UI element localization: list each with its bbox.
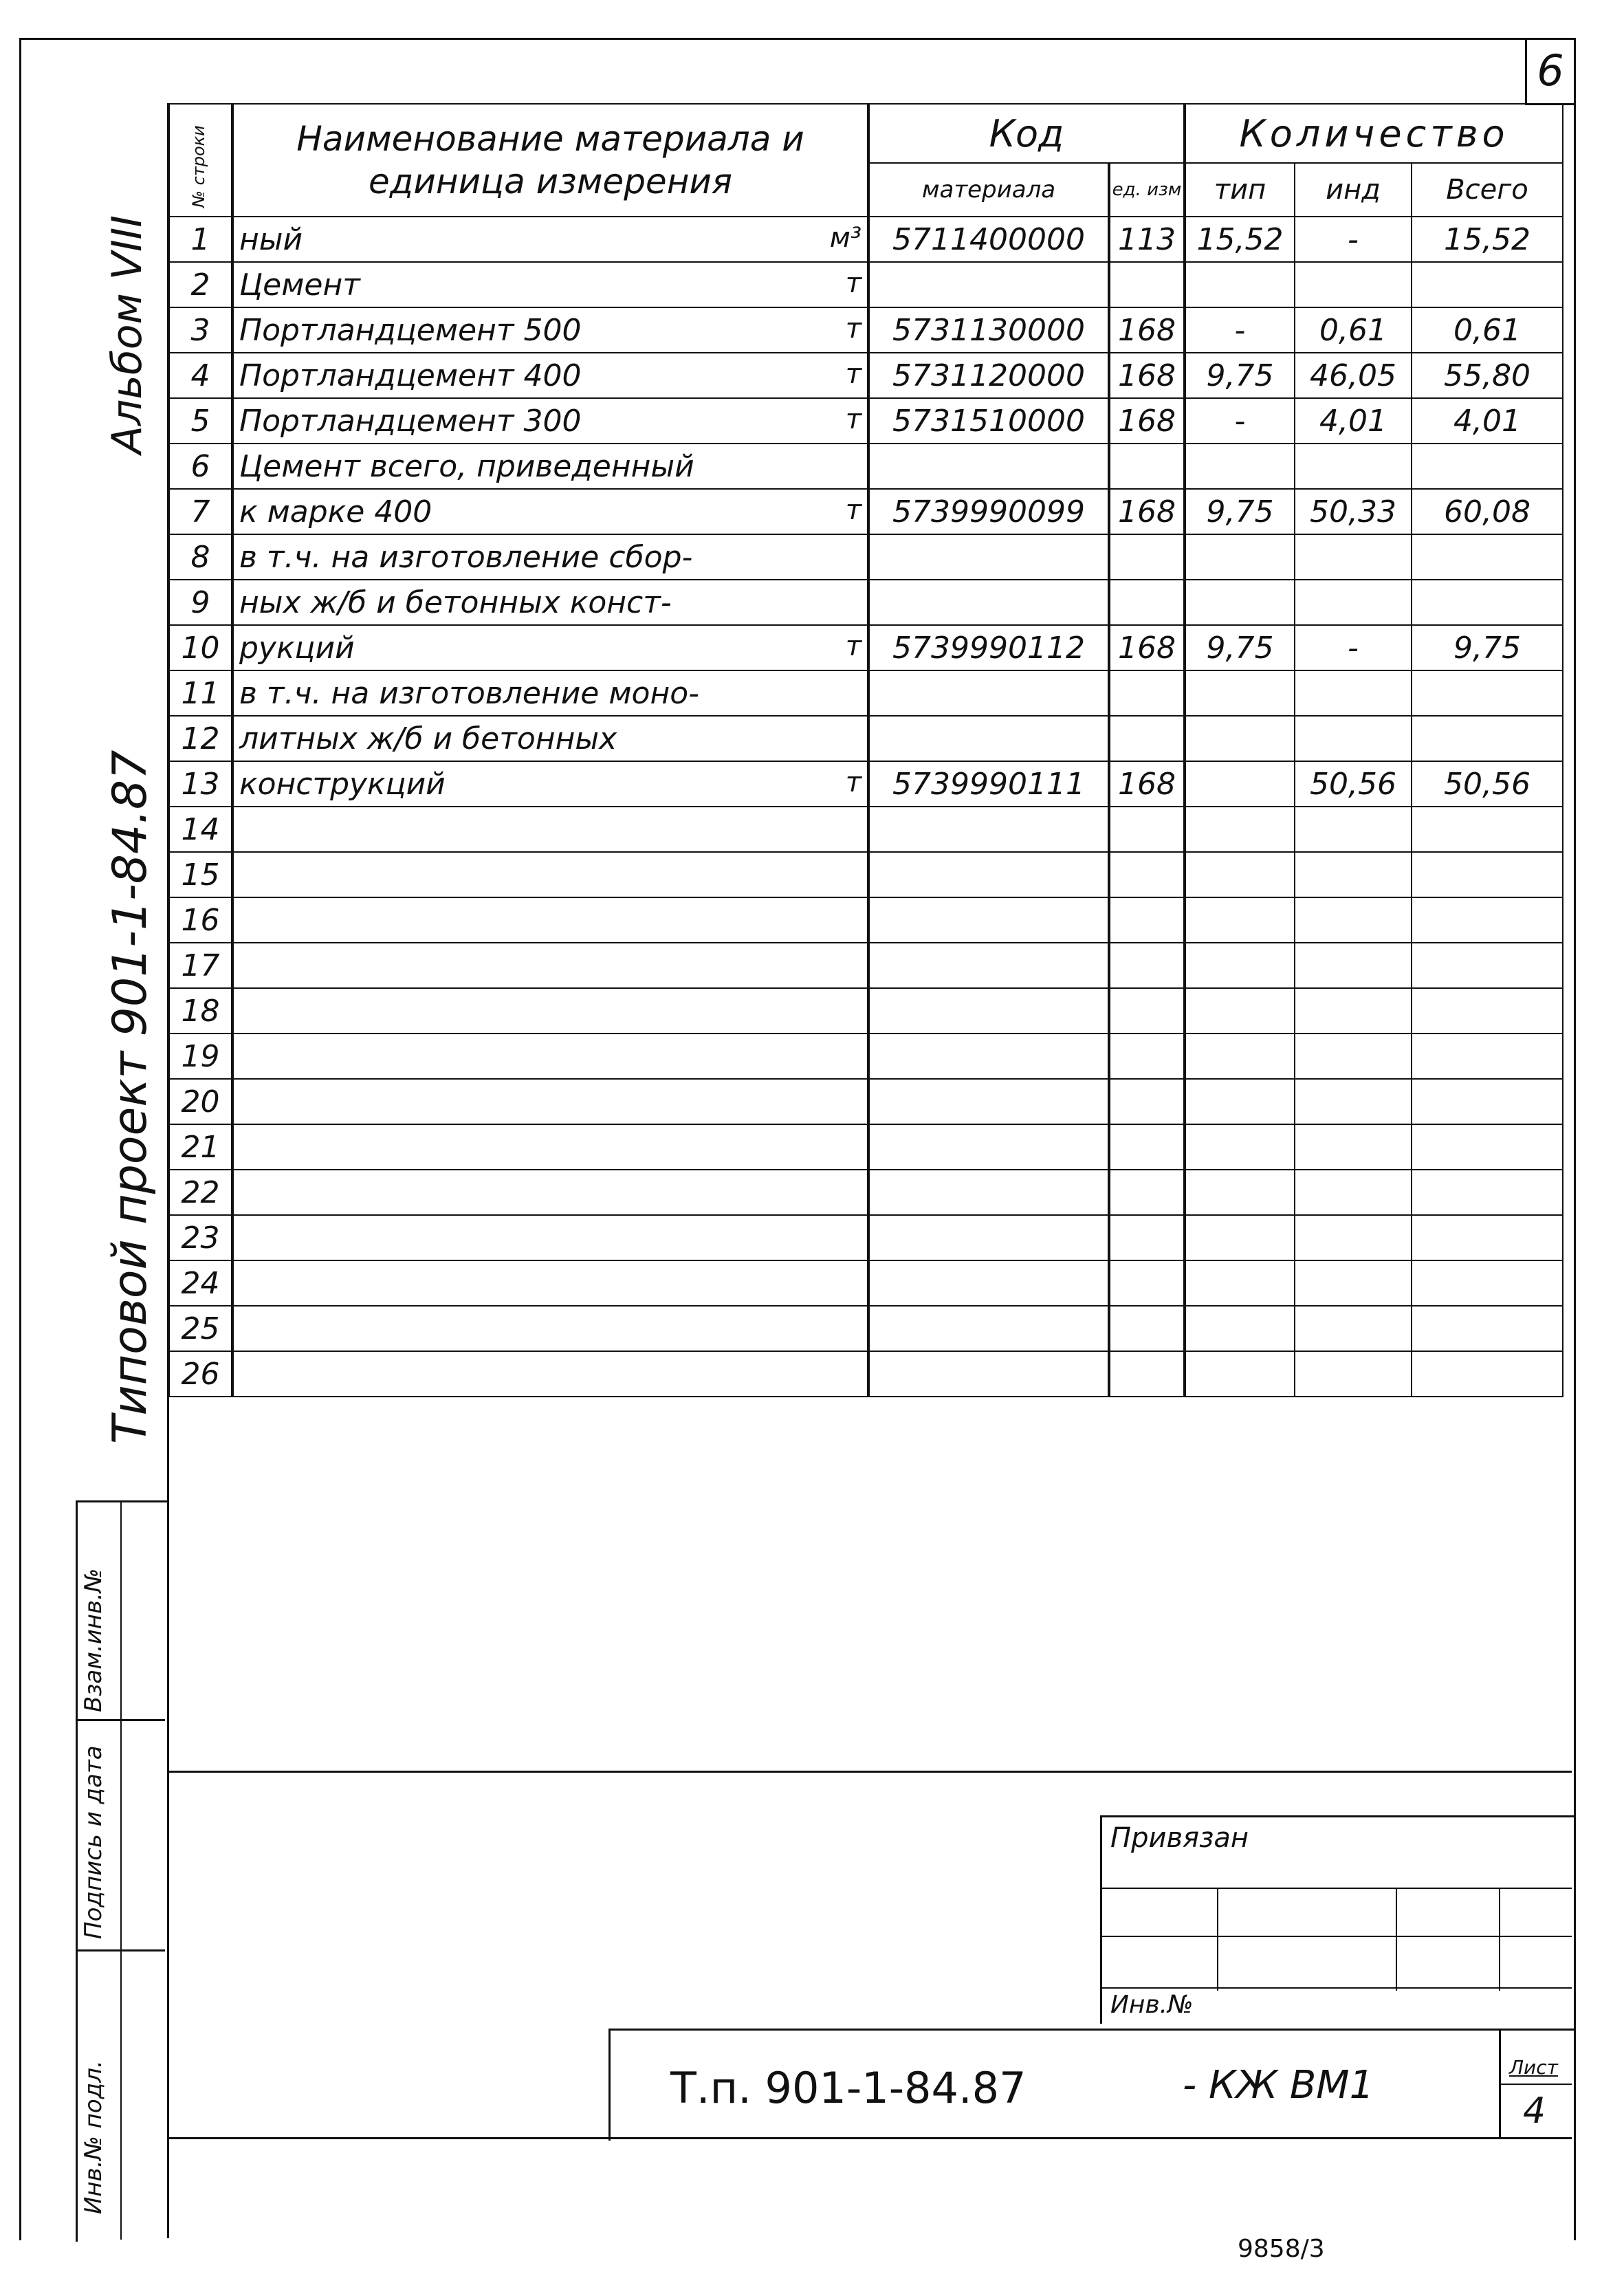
qty-total: [1412, 444, 1563, 489]
table-row: [169, 807, 1563, 852]
material-code: [868, 1124, 1109, 1170]
material-name: [232, 1079, 868, 1124]
qty-typ: -: [1185, 398, 1295, 444]
qty-total: 9,75: [1412, 625, 1563, 670]
header-code: Код: [868, 104, 1185, 163]
material-code: [868, 716, 1109, 761]
unit-code: [1109, 444, 1185, 489]
measure-unit: т: [845, 630, 862, 662]
material-code: [868, 670, 1109, 716]
qty-total: [1412, 988, 1563, 1034]
qty-total: [1412, 534, 1563, 580]
material-name: [232, 897, 868, 943]
material-name: [232, 1215, 868, 1260]
qty-ind: [1295, 262, 1412, 307]
material-code: [868, 1034, 1109, 1079]
material-name-text: в т.ч. на изготовление моно-: [239, 675, 700, 711]
material-name: [232, 1306, 868, 1351]
unit-code: 168: [1109, 761, 1185, 807]
qty-ind: [1295, 897, 1412, 943]
qty-typ: [1185, 670, 1295, 716]
unit-code: [1109, 580, 1185, 625]
qty-total: [1412, 852, 1563, 897]
table-row: [169, 1215, 1563, 1260]
qty-total: [1412, 1306, 1563, 1351]
material-name: [232, 761, 868, 807]
side-stamp-line-1: [76, 1719, 165, 1721]
sheet-value: 4: [1523, 2090, 1546, 2132]
row-number: 3: [169, 307, 232, 353]
qty-ind: [1295, 1306, 1412, 1351]
material-name: [232, 1170, 868, 1215]
table-row: [169, 1260, 1563, 1306]
attach-col-3: [1499, 1888, 1500, 1991]
table-row: [169, 852, 1563, 897]
unit-code: [1109, 670, 1185, 716]
qty-ind: [1295, 1351, 1412, 1397]
material-code: [868, 807, 1109, 852]
material-code: [868, 580, 1109, 625]
row-number: 6: [169, 444, 232, 489]
inv-label: Инв.№: [1110, 1991, 1194, 2019]
unit-code: 168: [1109, 353, 1185, 398]
qty-ind: 4,01: [1295, 398, 1412, 444]
row-number: 26: [169, 1351, 232, 1397]
unit-code: [1109, 1170, 1185, 1215]
table-row: [169, 761, 1563, 807]
header-quantity: Количество: [1185, 104, 1563, 163]
table-row: [169, 1124, 1563, 1170]
table-row: [169, 988, 1563, 1034]
table-row: [169, 716, 1563, 761]
row-number: 4: [169, 353, 232, 398]
measure-unit: т: [845, 358, 862, 390]
project-label: Типовой проект 901-1-84.87: [103, 750, 157, 1444]
row-number: 8: [169, 534, 232, 580]
qty-total: [1412, 943, 1563, 988]
material-name: [232, 580, 868, 625]
qty-typ: [1185, 716, 1295, 761]
row-number: 7: [169, 489, 232, 534]
qty-total: [1412, 897, 1563, 943]
qty-typ: [1185, 1079, 1295, 1124]
row-number: 20: [169, 1079, 232, 1124]
table-row: [169, 534, 1563, 580]
unit-code: [1109, 807, 1185, 852]
side-stamp-divider: [120, 1500, 122, 2240]
material-name-text: Портландцемент 400: [239, 358, 582, 393]
qty-typ: [1185, 807, 1295, 852]
table-row: [169, 1034, 1563, 1079]
table-row: [169, 897, 1563, 943]
header-name: Наименование материала и единица измерения: [232, 104, 868, 217]
row-number: 17: [169, 943, 232, 988]
qty-typ: 15,52: [1185, 217, 1295, 262]
table-row: [169, 1079, 1563, 1124]
unit-code: [1109, 716, 1185, 761]
table-bottom-line: [168, 1771, 1572, 1773]
material-name: [232, 670, 868, 716]
material-name: [232, 307, 868, 353]
unit-code: [1109, 262, 1185, 307]
qty-ind: [1295, 580, 1412, 625]
attach-line-1: [1100, 1888, 1572, 1889]
qty-typ: [1185, 943, 1295, 988]
qty-ind: [1295, 444, 1412, 489]
measure-unit: т: [845, 312, 862, 345]
material-code: 5731510000: [868, 398, 1109, 444]
material-name: [232, 534, 868, 580]
material-code: [868, 897, 1109, 943]
qty-total: [1412, 1170, 1563, 1215]
sheet-number: 6: [1525, 38, 1574, 105]
material-name-text: Цемент: [239, 267, 360, 303]
row-number: 5: [169, 398, 232, 444]
qty-ind: 46,05: [1295, 353, 1412, 398]
material-name: [232, 716, 868, 761]
table-row: [169, 1170, 1563, 1215]
unit-code: [1109, 1079, 1185, 1124]
row-number: 16: [169, 897, 232, 943]
qty-ind: [1295, 716, 1412, 761]
material-name-text: рукций: [239, 630, 355, 666]
material-code: [868, 262, 1109, 307]
header-ind: инд: [1295, 163, 1412, 217]
qty-ind: 50,33: [1295, 489, 1412, 534]
row-number: 14: [169, 807, 232, 852]
qty-ind: [1295, 534, 1412, 580]
header-total: Всего: [1412, 163, 1563, 217]
attached-label: Привязан: [1110, 1822, 1249, 1854]
stamp-inv-orig: Инв.№ подл.: [80, 2060, 107, 2214]
row-number: 19: [169, 1034, 232, 1079]
row-number: 2: [169, 262, 232, 307]
qty-total: 55,80: [1412, 353, 1563, 398]
material-name: [232, 943, 868, 988]
qty-typ: [1185, 534, 1295, 580]
row-number: 18: [169, 988, 232, 1034]
material-name: [232, 852, 868, 897]
qty-total: 15,52: [1412, 217, 1563, 262]
unit-code: [1109, 1260, 1185, 1306]
qty-typ: [1185, 761, 1295, 807]
unit-code: [1109, 897, 1185, 943]
material-code: [868, 1306, 1109, 1351]
material-code: [868, 1170, 1109, 1215]
side-stamp-line-2: [76, 1949, 165, 1952]
material-name: [232, 398, 868, 444]
material-code: [868, 943, 1109, 988]
table-row: [169, 444, 1563, 489]
material-name-text: литных ж/б и бетонных: [239, 721, 617, 756]
qty-total: [1412, 1260, 1563, 1306]
material-code: [868, 1079, 1109, 1124]
header-typ: тип: [1185, 163, 1295, 217]
stamp-replace-inv: Взам.инв.№: [80, 1568, 107, 1712]
qty-typ: [1185, 852, 1295, 897]
qty-typ: [1185, 988, 1295, 1034]
header-row-no: № строки: [169, 104, 232, 217]
material-name-text: ных ж/б и бетонных конст-: [239, 584, 672, 620]
attach-line-2: [1100, 1936, 1572, 1937]
material-code: [868, 1260, 1109, 1306]
unit-code: [1109, 943, 1185, 988]
unit-code: 168: [1109, 489, 1185, 534]
material-code: [868, 852, 1109, 897]
qty-ind: [1295, 943, 1412, 988]
table-row: [169, 262, 1563, 307]
qty-typ: [1185, 1124, 1295, 1170]
qty-ind: [1295, 1034, 1412, 1079]
qty-total: [1412, 1034, 1563, 1079]
measure-unit: т: [845, 267, 862, 299]
designation: Т.п. 901-1-84.87: [670, 2063, 1027, 2113]
qty-typ: 9,75: [1185, 353, 1295, 398]
unit-code: [1109, 1034, 1185, 1079]
row-number: 21: [169, 1124, 232, 1170]
unit-code: 168: [1109, 307, 1185, 353]
qty-ind: [1295, 1170, 1412, 1215]
unit-code: [1109, 534, 1185, 580]
row-number: 12: [169, 716, 232, 761]
material-name: [232, 1260, 868, 1306]
qty-typ: [1185, 1260, 1295, 1306]
table-row: [169, 489, 1563, 534]
unit-code: 113: [1109, 217, 1185, 262]
row-number: 25: [169, 1306, 232, 1351]
row-number: 11: [169, 670, 232, 716]
material-name-text: Портландцемент 500: [239, 312, 582, 348]
qty-total: [1412, 1351, 1563, 1397]
material-code: [868, 988, 1109, 1034]
qty-ind: [1295, 1215, 1412, 1260]
unit-code: [1109, 988, 1185, 1034]
material-code: 5739990112: [868, 625, 1109, 670]
material-name-text: Цемент всего, приведенный: [239, 448, 694, 484]
row-number: 22: [169, 1170, 232, 1215]
qty-total: [1412, 1079, 1563, 1124]
material-code: [868, 444, 1109, 489]
qty-ind: [1295, 1260, 1412, 1306]
row-number: 23: [169, 1215, 232, 1260]
material-name: [232, 489, 868, 534]
qty-typ: [1185, 1351, 1295, 1397]
header-unit: ед. изм: [1109, 163, 1185, 217]
material-name: [232, 353, 868, 398]
table-row: [169, 580, 1563, 625]
qty-typ: [1185, 1034, 1295, 1079]
row-number: 9: [169, 580, 232, 625]
qty-typ: 9,75: [1185, 625, 1295, 670]
material-name-text: Портландцемент 300: [239, 403, 582, 439]
unit-code: [1109, 1351, 1185, 1397]
sheet-cell-line: [1499, 2084, 1572, 2085]
qty-total: [1412, 670, 1563, 716]
table-row: [169, 1306, 1563, 1351]
sheet-label: Лист: [1509, 2056, 1558, 2079]
qty-typ: [1185, 1170, 1295, 1215]
qty-total: 60,08: [1412, 489, 1563, 534]
material-code: 5739990111: [868, 761, 1109, 807]
material-code: 5731130000: [868, 307, 1109, 353]
row-number: 10: [169, 625, 232, 670]
material-code: [868, 534, 1109, 580]
materials-table: [168, 103, 1563, 1397]
row-number: 24: [169, 1260, 232, 1306]
material-name: [232, 444, 868, 489]
table-row: [169, 943, 1563, 988]
qty-ind: [1295, 1079, 1412, 1124]
measure-unit: т: [845, 766, 862, 798]
qty-ind: [1295, 1124, 1412, 1170]
material-code: 5731120000: [868, 353, 1109, 398]
material-name-text: к марке 400: [239, 494, 432, 529]
measure-unit: т: [845, 494, 862, 526]
qty-total: 4,01: [1412, 398, 1563, 444]
qty-total: [1412, 716, 1563, 761]
qty-typ: [1185, 897, 1295, 943]
material-name: [232, 807, 868, 852]
unit-code: [1109, 1124, 1185, 1170]
material-name-text: ный: [239, 221, 303, 257]
material-name: [232, 1124, 868, 1170]
material-name: [232, 262, 868, 307]
header-material: материала: [868, 163, 1109, 217]
qty-total: [1412, 580, 1563, 625]
row-number: 15: [169, 852, 232, 897]
material-code: [868, 1215, 1109, 1260]
material-name: [232, 988, 868, 1034]
row-number: 1: [169, 217, 232, 262]
qty-total: 0,61: [1412, 307, 1563, 353]
qty-typ: -: [1185, 307, 1295, 353]
qty-typ: 9,75: [1185, 489, 1295, 534]
attach-col-1: [1217, 1888, 1218, 1991]
material-name: [232, 1034, 868, 1079]
measure-unit: т: [845, 403, 862, 435]
title-block-bottom: [168, 2137, 1572, 2139]
qty-total: [1412, 1124, 1563, 1170]
footer-note: 9858/3: [1238, 2235, 1325, 2263]
qty-typ: [1185, 444, 1295, 489]
qty-total: [1412, 807, 1563, 852]
attach-col-2: [1396, 1888, 1397, 1991]
table-row: [169, 353, 1563, 398]
row-number: 13: [169, 761, 232, 807]
unit-code: [1109, 1306, 1185, 1351]
material-name: [232, 217, 868, 262]
unit-code: 168: [1109, 625, 1185, 670]
qty-ind: -: [1295, 217, 1412, 262]
material-name: [232, 1351, 868, 1397]
stamp-signature-date: Подпись и дата: [80, 1745, 107, 1939]
qty-total: [1412, 262, 1563, 307]
table-row: [169, 307, 1563, 353]
qty-ind: -: [1295, 625, 1412, 670]
material-code: 5739990099: [868, 489, 1109, 534]
table-row: [169, 625, 1563, 670]
album-label: Альбом VIII: [103, 215, 151, 454]
unit-code: [1109, 1215, 1185, 1260]
table-row: [169, 398, 1563, 444]
measure-unit: м³: [829, 221, 862, 254]
qty-total: 50,56: [1412, 761, 1563, 807]
material-name-text: в т.ч. на изготовление сбор-: [239, 539, 693, 575]
attach-line-3: [1100, 1987, 1572, 1989]
table-row: [169, 1351, 1563, 1397]
qty-ind: 50,56: [1295, 761, 1412, 807]
qty-typ: [1185, 262, 1295, 307]
material-code: 5711400000: [868, 217, 1109, 262]
table-row: [169, 670, 1563, 716]
qty-typ: [1185, 1215, 1295, 1260]
qty-total: [1412, 1215, 1563, 1260]
qty-ind: [1295, 988, 1412, 1034]
qty-ind: 0,61: [1295, 307, 1412, 353]
unit-code: 168: [1109, 398, 1185, 444]
document-mark: - КЖ ВМ1: [1183, 2063, 1374, 2108]
material-code: [868, 1351, 1109, 1397]
qty-ind: [1295, 670, 1412, 716]
table-row: [169, 217, 1563, 262]
material-name: [232, 625, 868, 670]
qty-typ: [1185, 580, 1295, 625]
qty-ind: [1295, 852, 1412, 897]
qty-ind: [1295, 807, 1412, 852]
qty-typ: [1185, 1306, 1295, 1351]
unit-code: [1109, 852, 1185, 897]
material-name-text: конструкций: [239, 766, 446, 802]
